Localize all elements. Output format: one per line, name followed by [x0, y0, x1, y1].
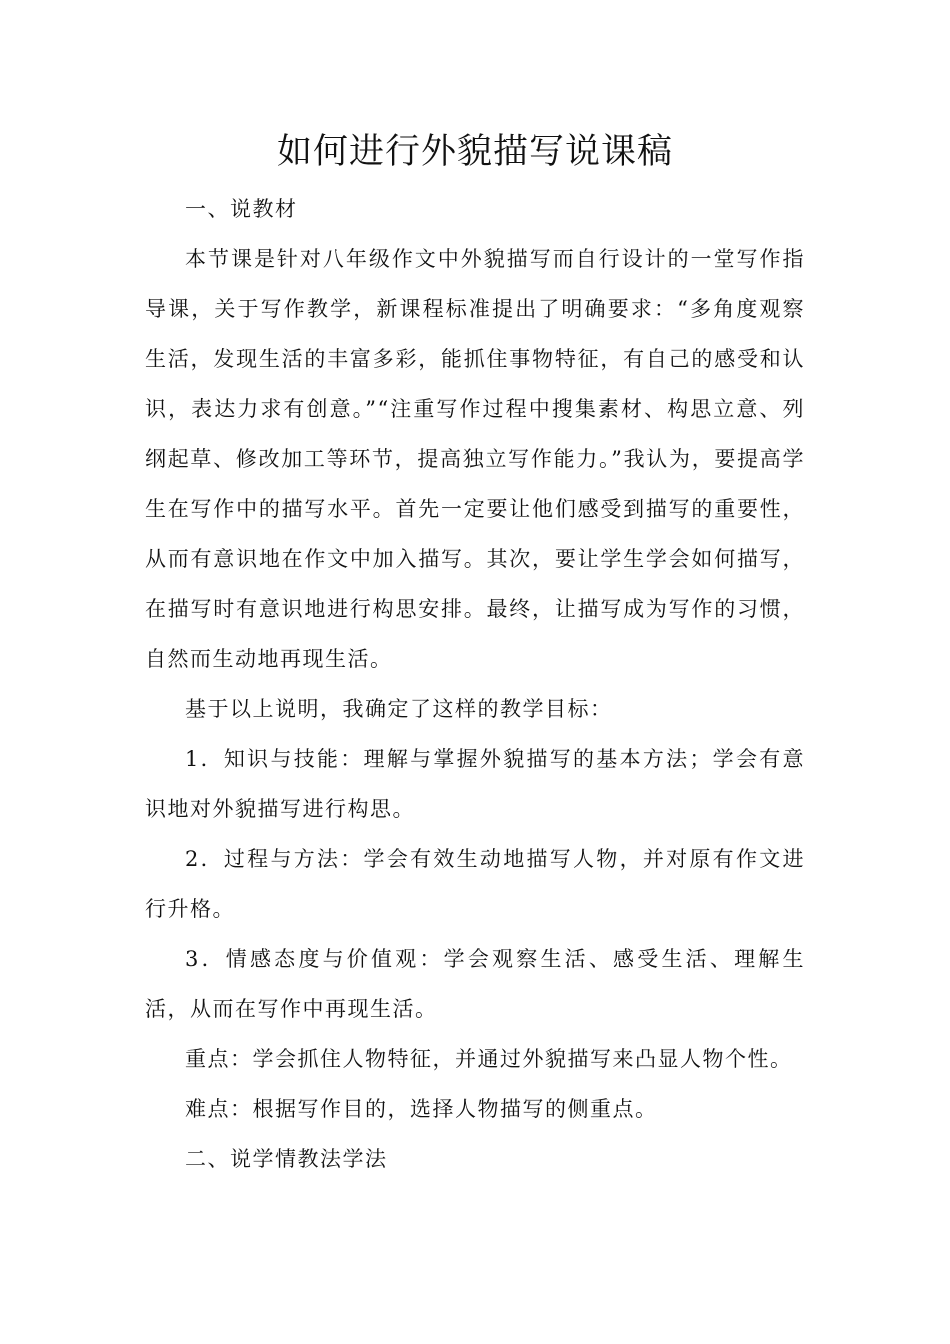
paragraph-goals-intro: 基于以上说明，我确定了这样的教学目标： — [185, 697, 613, 721]
document-body — [145, 184, 805, 1184]
goal-item-3: 3．情感态度与价值观：学会观察生活、感受生活、理解生活，从而在写作中再现生活。 — [145, 947, 805, 1021]
paragraph-textbook-analysis: 本节课是针对八年级作文中外貌描写而自行设计的一堂写作指导课，关于写作教学，新课程标准提出了明确要求：“多角度观察生活，发现生活的丰富多彩，能抓住事物特征，有自己的感受和认识，表达力求有创意。”“注重写作过程中搜集素材、构思立意、列纲起草、修改加工等环节，提高独立写作能力。”我认为，要提高学生在写作中的描写水平。首先一定要让他们感受到描写的重要性，从而有意识地在作文中加入描写。其次，要让学生学会如何描写，在描写时有意识地进行构思安排。最终，让描写成为写作的习惯，自然而生动地再现生活。 — [145, 247, 805, 671]
goal-item-2: 2．过程与方法：学会有效生动地描写人物，并对原有作文进行升格。 — [145, 847, 805, 921]
document-title: 如何进行外貌描写说课稿 — [276, 132, 673, 172]
key-point: 重点：学会抓住人物特征，并通过外貌描写来凸显人物个性。 — [185, 1047, 793, 1071]
difficult-point: 难点：根据写作目的，选择人物描写的侧重点。 — [185, 1097, 658, 1121]
goal-item-1: 1．知识与技能：理解与掌握外貌描写的基本方法；学会有意识地对外貌描写进行构思。 — [145, 747, 805, 821]
section-heading-textbook: 一、说教材 — [185, 197, 298, 221]
section-heading-methods: 二、说学情教法学法 — [185, 1147, 388, 1171]
